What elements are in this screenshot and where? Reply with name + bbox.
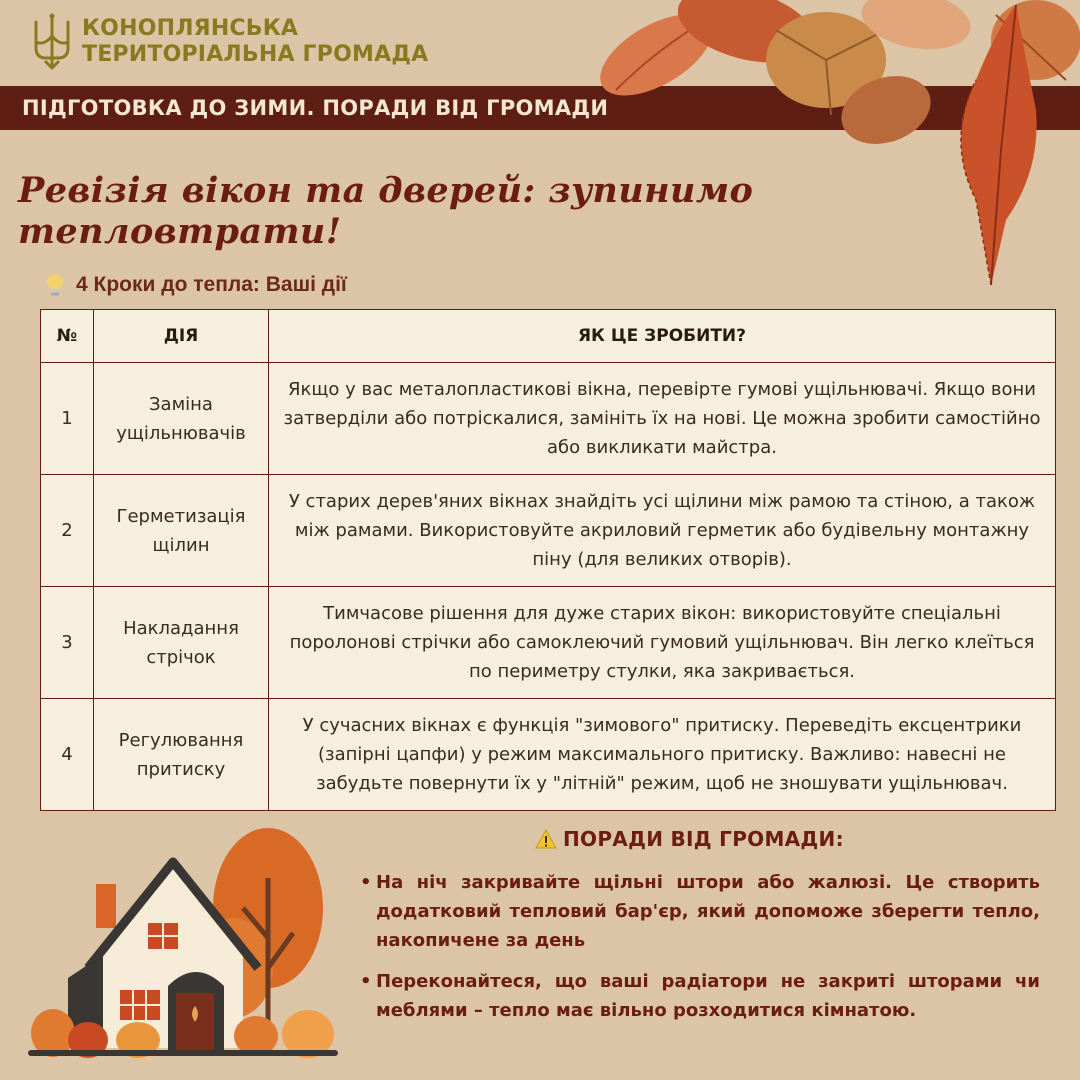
step-action: Накладання стрічок	[94, 587, 269, 699]
subtitle-text: 4 Кроки до тепла: Ваші дії	[76, 273, 347, 296]
list-item: • Переконайтеся, що ваші радіатори не закриті шторами чи меблями – тепло має вільно розходитися кімнатою.	[360, 967, 1040, 1025]
tips-heading	[535, 824, 844, 854]
header-brand	[32, 12, 428, 72]
table-row	[41, 699, 1056, 811]
step-description: Тимчасове рішення для дуже старих вікон: використовуйте спеціальні поролонові стрічки або самоклеючий гумовий ущільнювач. Він легко клеїться по периметру стулки, яка закривається.	[269, 587, 1056, 699]
header-num: №	[41, 310, 94, 363]
table-row	[41, 587, 1056, 699]
step-action: Регулювання притиску	[94, 699, 269, 811]
brand-line-1: КОНОПЛЯНСЬКА	[82, 16, 299, 41]
tips-list	[360, 868, 1040, 1037]
step-number: 1	[41, 363, 94, 475]
step-action: Заміна ущільнювачів	[94, 363, 269, 475]
main-title: Ревізія вікон та дверей: зупинимо тепловтрати!	[18, 170, 754, 252]
table-row	[41, 363, 1056, 475]
house-illustration	[28, 818, 338, 1063]
steps-table	[40, 309, 1056, 811]
step-number: 2	[41, 475, 94, 587]
table-row	[41, 475, 1056, 587]
list-item: • На ніч закривайте щільні штори або жалюзі. Це створить додатковий тепловий бар'єр, який допоможе зберегти тепло, накопичене за день	[360, 868, 1040, 955]
step-number: 4	[41, 699, 94, 811]
step-number: 3	[41, 587, 94, 699]
step-description: Якщо у вас металопластикові вікна, перевірте гумові ущільнювачі. Якщо вони затверділи або потріскалися, замініть їх на нові. Це можна зробити самостійно або викликати майстра.	[269, 363, 1056, 475]
tips-title: ПОРАДИ ВІД ГРОМАДИ:	[563, 827, 844, 851]
table-header-row	[41, 310, 1056, 363]
brand-name	[82, 16, 428, 68]
banner-text: ПІДГОТОВКА ДО ЗИМИ. ПОРАДИ ВІД ГРОМАДИ	[22, 96, 609, 120]
header-how: ЯК ЦЕ ЗРОБИТИ?	[269, 310, 1056, 363]
step-description: У старих дерев'яних вікнах знайдіть усі щілини між рамою та стіною, а також між рамами. Використовуйте акриловий герметик або будівельну монтажну піну (для великих отворів).	[269, 475, 1056, 587]
lightbulb-icon	[44, 272, 66, 298]
header-action: ДІЯ	[94, 310, 269, 363]
brand-line-2: ТЕРИТОРІАЛЬНА ГРОМАДА	[82, 42, 429, 67]
trident-icon	[32, 12, 72, 72]
step-action: Герметизація щілин	[94, 475, 269, 587]
section-subtitle	[44, 270, 347, 300]
warning-icon	[535, 829, 557, 849]
step-description: У сучасних вікнах є функція "зимового" притиску. Переведіть ексцентрики (запірні цапфи) у режим максимального притиску. Важливо: навесні не забудьте повернути їх у "літній" режим, щоб не зношувати ущільнювач.	[269, 699, 1056, 811]
